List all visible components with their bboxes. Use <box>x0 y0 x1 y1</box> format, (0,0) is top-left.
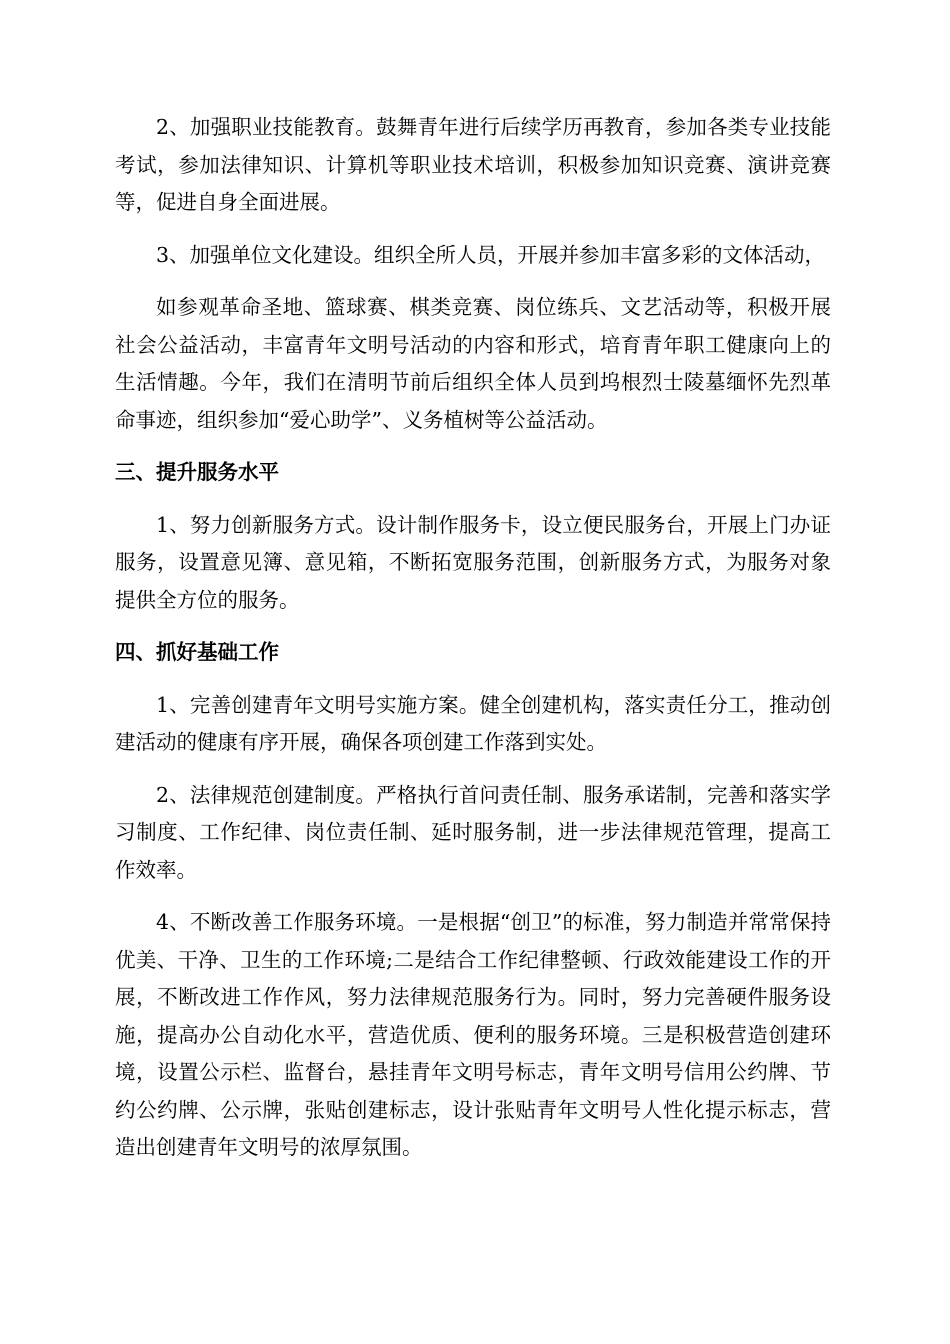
paragraph-vocational-skills: 2、加强职业技能教育。鼓舞青年进行后续学历再教育，参加各类专业技能考试，参加法律知识、计算机等职业技术培训，积极参加知识竞赛、演讲竞赛等，促进自身全面进展。 <box>115 115 831 214</box>
paragraph-regulations: 2、法律规范创建制度。严格执行首问责任制、服务承诺制，完善和落实学习制度、工作纪律、岗位责任制、延时服务制，进一步法律规范管理，提高工作效率。 <box>115 782 831 882</box>
section-heading-service-level: 三、提升服务水平 <box>115 460 279 484</box>
document-page <box>115 109 831 1182</box>
paragraph-activities: 如参观革命圣地、篮球赛、棋类竞赛、岗位练兵、文艺活动等，积极开展社会公益活动，丰富青年文明号活动的内容和形式，培育青年职工健康向上的生活情趣。今年，我们在清明节前后组织全体人员到坞根烈士陵墓缅怀先烈革命事迹，组织参加“爱心助学”、义务植树等公益活动。 <box>115 295 831 432</box>
paragraph-work-environment: 4、不断改善工作服务环境。一是根据“创卫”的标准，努力制造并常常保持优美、干净、卫生的工作环境;二是结合工作纪律整顿、行政效能建设工作的开展，不断改进工作作风，努力法律规范服务行为。同时，努力完善硬件服务设施，提高办公自动化水平，营造优质、便利的服务环境。三是积极营造创建环境，设置公示栏、监督台，悬挂青年文明号标志，青年文明号信用公约牌、节约公约牌、公示牌，张贴创建标志，设计张贴青年文明号人性化提示标志，营造出创建青年文明号的浓厚氛围。 <box>115 910 831 1159</box>
section-heading-basic-work: 四、抓好基础工作 <box>115 640 279 664</box>
paragraph-service-innovation: 1、努力创新服务方式。设计制作服务卡，设立便民服务台，开展上门办证服务，设置意见簿、意见箱，不断拓宽服务范围，创新服务方式，为服务对象提供全方位的服务。 <box>115 512 831 612</box>
paragraph-unit-culture: 3、加强单位文化建设。组织全所人员，开展并参加丰富多彩的文体活动， <box>156 242 826 267</box>
paragraph-implementation-plan: 1、完善创建青年文明号实施方案。健全创建机构，落实责任分工，推动创建活动的健康有序开展，确保各项创建工作落到实处。 <box>115 692 831 754</box>
